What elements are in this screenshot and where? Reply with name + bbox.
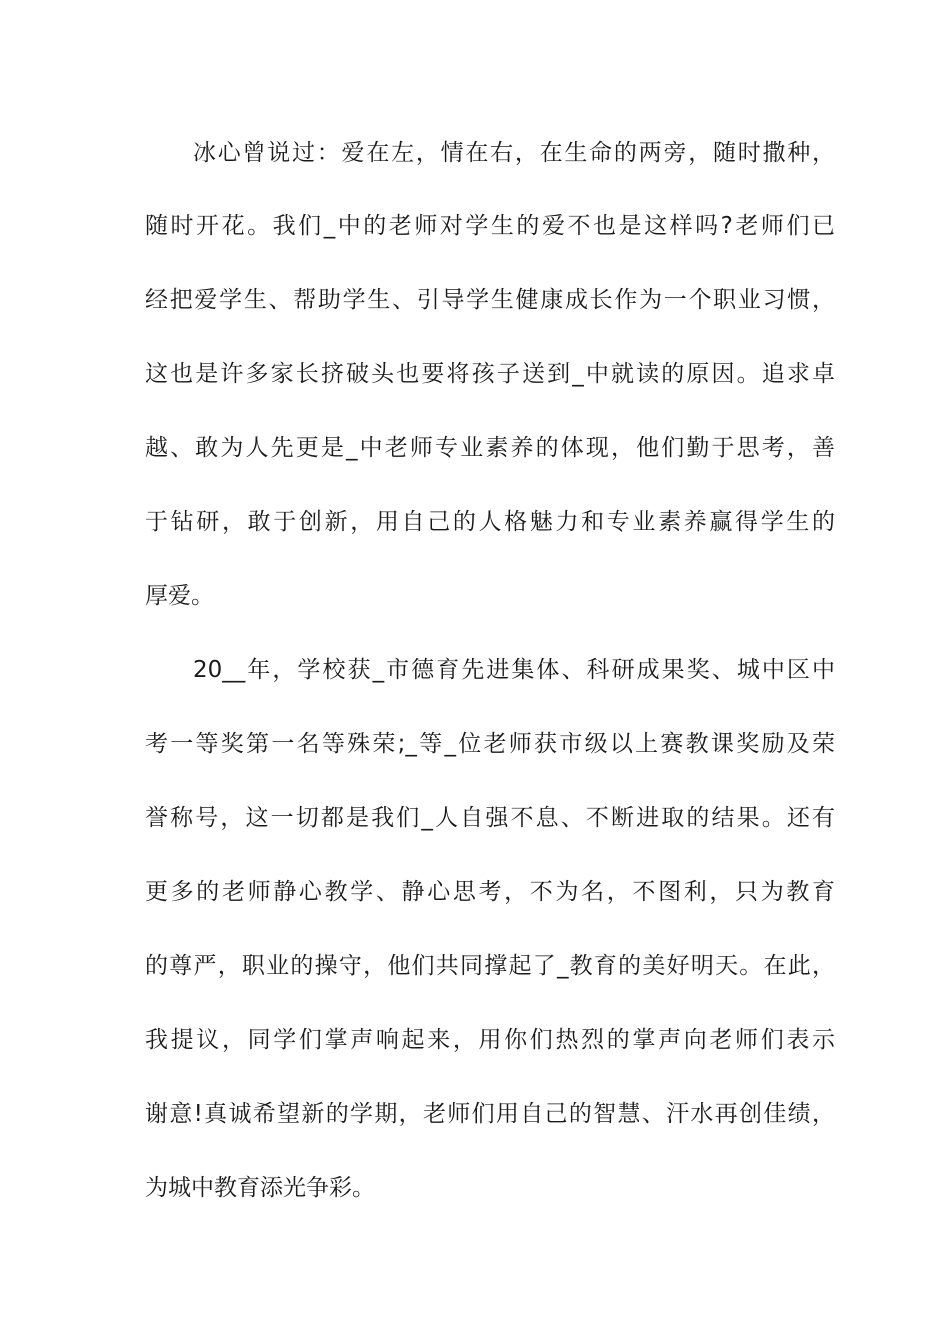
paragraph-line: 谢意!真诚希望新的学期，老师们用自己的智慧、汗水再创佳绩， [145,1101,835,1127]
paragraph-line: 20__年，学校获_市德育先进集体、科研成果奖、城中区中 [193,657,835,683]
paragraph-line: 我提议，同学们掌声响起来，用你们热烈的掌声向老师们表示 [145,1027,835,1053]
paragraph-line: 更多的老师静心教学、静心思考，不为名，不图利，只为教育 [145,879,835,905]
paragraph-line: 考一等奖第一名等殊荣;_等_位老师获市级以上赛教课奖励及荣 [145,731,835,757]
paragraph-line: 这也是许多家长挤破头也要将孩子送到_中就读的原因。追求卓 [145,361,835,387]
paragraph-line: 冰心曾说过：爱在左，情在右，在生命的两旁，随时撒种， [193,140,835,166]
paragraph-line: 随时开花。我们_中的老师对学生的爱不也是这样吗?老师们已 [145,213,835,239]
paragraph-line: 经把爱学生、帮助学生、引导学生健康成长作为一个职业习惯， [145,287,835,313]
paragraph-line: 誉称号，这一切都是我们_人自强不息、不断进取的结果。还有 [145,805,835,831]
paragraph-line: 于钻研，敢于创新，用自己的人格魅力和专业素养赢得学生的 [145,509,835,535]
paragraph-line: 为城中教育添光争彩。 [145,1175,375,1201]
paragraph-line: 越、敢为人先更是_中老师专业素养的体现，他们勤于思考，善 [145,435,835,461]
paragraph-line: 的尊严，职业的操守，他们共同撑起了_教育的美好明天。在此， [145,953,835,979]
paragraph-line: 厚爱。 [145,583,214,609]
